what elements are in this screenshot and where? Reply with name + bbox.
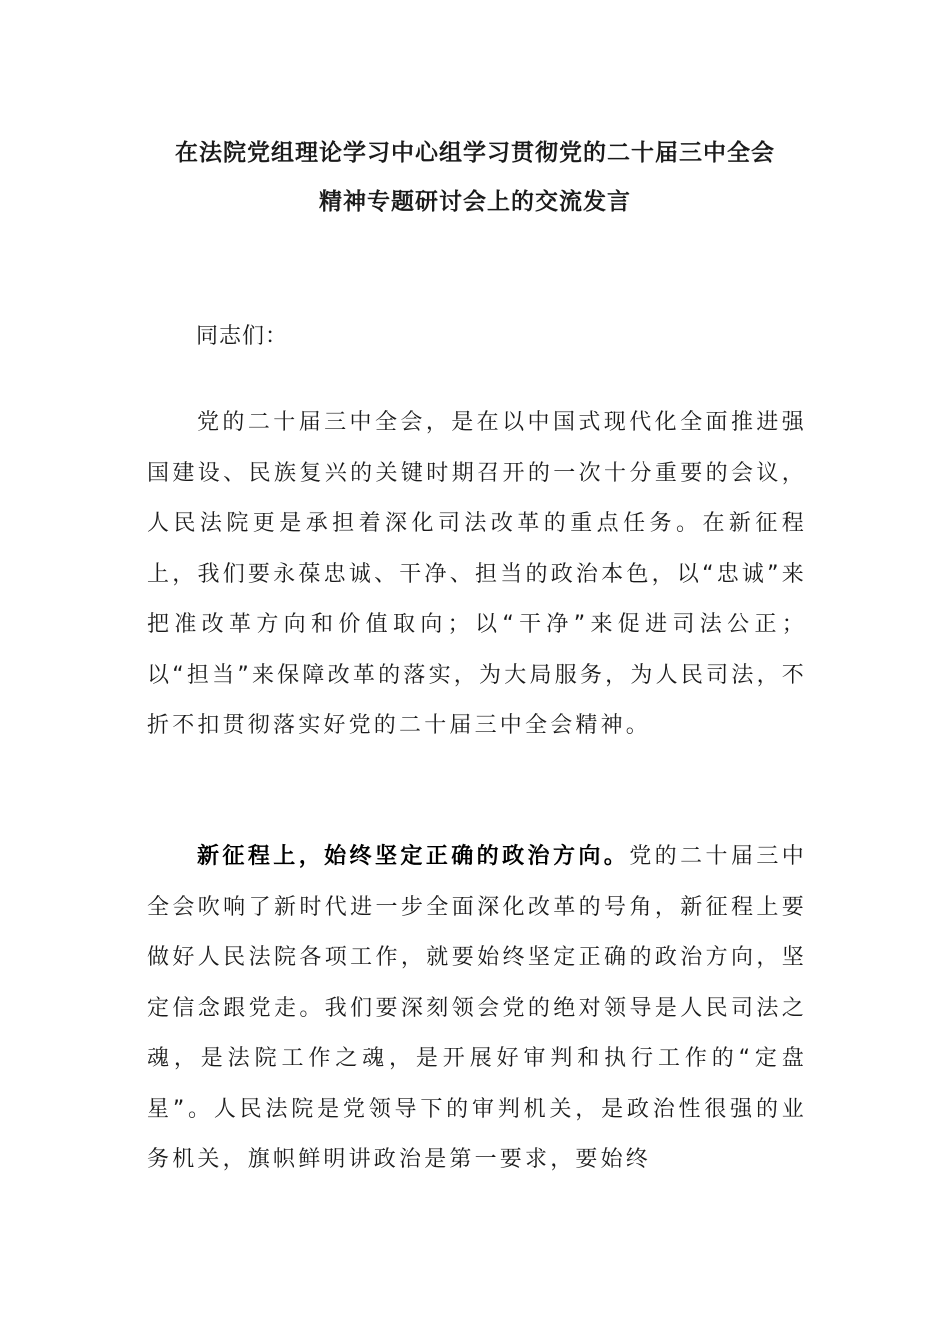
paragraph-2 — [147, 832, 807, 1186]
salutation: 同志们： — [196, 324, 289, 349]
paragraph-2-body: 党的二十届三中全会吹响了新时代进一步全面深化改革的号角，新征程上要做好人民法院各项工作，就要始终坚定正确的政治方向，坚定信念跟党走。我们要深刻领会党的绝对领导是人民司法之魂，是法院工作之魂，是开展好审判和执行工作的“定盘星”。人民法院是党领导下的审判机关，是政治性很强的业务机关，旗帜鲜明讲政治是第一要求，要始终 — [147, 844, 808, 1172]
paragraph-1: 党的二十届三中全会，是在以中国式现代化全面推进强国建设、民族复兴的关键时期召开的一次十分重要的会议，人民法院更是承担着深化司法改革的重点任务。在新征程上，我们要永葆忠诚、干净、担当的政治本色，以“忠诚”来把准改革方向和价值取向；以“干净”来促进司法公正；以“担当”来保障改革的落实，为大局服务，为人民司法，不折不扣贯彻落实好党的二十届三中全会精神。 — [147, 410, 807, 738]
document-title-line-1: 在法院党组理论学习中心组学习贯彻党的二十届三中全会 — [175, 139, 775, 166]
document-title-line-2: 精神专题研讨会上的交流发言 — [319, 188, 631, 215]
paragraph-2-lead: 新征程上，始终坚定正确的政治方向。 — [197, 844, 630, 869]
